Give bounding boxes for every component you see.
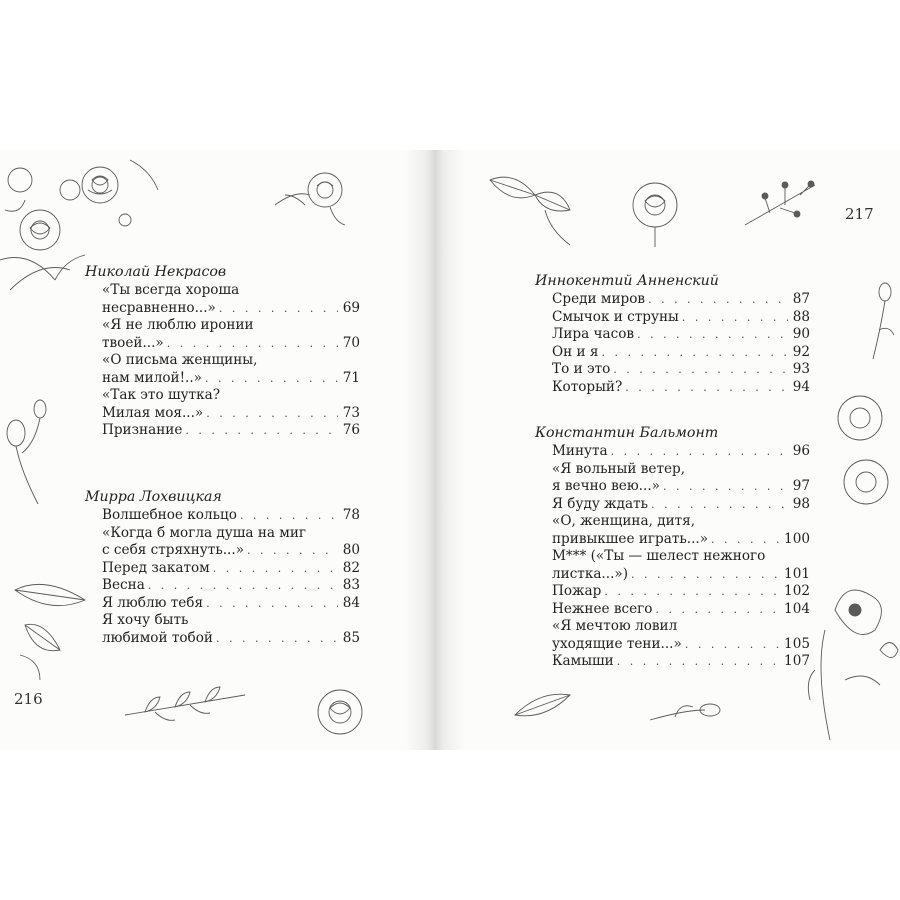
entry-title-line: уходящие тени...» bbox=[552, 635, 682, 652]
entry-title-line: «Я вольный ветер, bbox=[552, 460, 686, 477]
leader-dots bbox=[219, 300, 338, 318]
toc-entry[interactable] bbox=[552, 601, 810, 619]
leader-dots bbox=[148, 577, 338, 595]
entry-title-line: «О, женщина, дитя, bbox=[552, 513, 696, 529]
toc-entry[interactable] bbox=[102, 560, 360, 578]
leader-dots bbox=[631, 566, 779, 584]
rose-icon bbox=[828, 390, 893, 510]
leaf-icon bbox=[510, 685, 580, 725]
flower-bud-icon bbox=[865, 280, 900, 360]
leader-dots bbox=[601, 344, 787, 362]
leader-dots bbox=[206, 405, 337, 423]
leader-dots bbox=[625, 379, 787, 397]
leader-dots bbox=[216, 630, 338, 648]
author-name: Константин Бальмонт bbox=[535, 425, 719, 441]
leader-dots bbox=[656, 601, 780, 619]
leader-dots bbox=[711, 531, 779, 549]
entry-page-number: 101 bbox=[784, 565, 810, 582]
right-page bbox=[460, 150, 900, 750]
entry-page-number: 90 bbox=[792, 326, 810, 342]
leader-dots bbox=[604, 583, 779, 601]
entry-title-line: с себя стряхнуть...» bbox=[102, 542, 245, 558]
leader-dots bbox=[167, 335, 338, 353]
toc-entry[interactable] bbox=[102, 577, 360, 595]
toc-entry[interactable] bbox=[552, 291, 810, 309]
entry-title-line: листка...») bbox=[552, 565, 629, 582]
toc-entry[interactable] bbox=[102, 282, 360, 317]
flower-bud-icon bbox=[0, 395, 55, 505]
toc-entry[interactable] bbox=[552, 344, 810, 362]
toc-entry[interactable] bbox=[552, 379, 810, 397]
entry-title-line: Нежнее всего bbox=[552, 600, 653, 617]
poppy-icon bbox=[805, 580, 900, 745]
entry-title-line: Пожар bbox=[552, 583, 602, 599]
author-name: Николай Некрасов bbox=[85, 264, 227, 280]
toc-section-nekrasov bbox=[85, 263, 360, 440]
entry-title-line: Признание bbox=[102, 422, 183, 438]
entry-title-line: Который? bbox=[552, 378, 623, 395]
author-name: Иннокентий Анненский bbox=[535, 273, 719, 289]
toc-entry[interactable] bbox=[102, 317, 360, 352]
entry-page-number: 85 bbox=[342, 629, 360, 646]
toc-entry[interactable] bbox=[102, 612, 360, 647]
entry-title-line: Весна bbox=[102, 577, 145, 593]
toc-entry[interactable] bbox=[102, 387, 360, 422]
entry-page-number: 105 bbox=[784, 635, 810, 652]
entry-title-line: Я люблю тебя bbox=[102, 594, 204, 611]
leader-dots bbox=[685, 636, 779, 654]
toc-section-lokhvitskaya bbox=[85, 488, 360, 647]
entry-page-number: 92 bbox=[792, 343, 810, 360]
leader-dots bbox=[185, 422, 337, 440]
entry-page-number: 87 bbox=[792, 291, 810, 307]
entry-title-line: «Так это шутка? bbox=[102, 387, 220, 403]
leader-dots bbox=[663, 478, 788, 496]
toc-entry[interactable] bbox=[552, 443, 810, 461]
toc-entry[interactable] bbox=[552, 461, 810, 496]
rose-icon bbox=[300, 680, 380, 745]
entry-title-line: привыкшее играть...» bbox=[552, 530, 709, 547]
entry-title-line: Милая моя...» bbox=[102, 404, 204, 421]
entry-title-line: Лира часов bbox=[552, 326, 635, 342]
entry-page-number: 102 bbox=[784, 583, 810, 599]
toc-entry[interactable] bbox=[552, 583, 810, 601]
leader-dots bbox=[611, 443, 788, 461]
page-number: 217 bbox=[845, 205, 874, 223]
toc-section-balmont bbox=[535, 424, 810, 671]
entry-title-line: Он и я bbox=[552, 343, 599, 360]
leader-dots bbox=[613, 361, 787, 379]
entry-page-number: 82 bbox=[342, 559, 360, 576]
entry-title-line: «Я не люблю иронии bbox=[102, 317, 254, 333]
entry-title-line: я вечно вею...» bbox=[552, 478, 660, 494]
entry-page-number: 96 bbox=[792, 443, 810, 459]
entry-page-number: 93 bbox=[792, 361, 810, 377]
entry-page-number: 80 bbox=[342, 542, 360, 558]
toc-entry[interactable] bbox=[102, 525, 360, 560]
entry-title-line: несравненно...» bbox=[102, 299, 216, 316]
entry-title-line: Волшебное кольцо bbox=[102, 507, 237, 523]
entry-page-number: 70 bbox=[342, 334, 360, 351]
toc-entry[interactable] bbox=[552, 309, 810, 327]
entry-title-line: любимой тобой bbox=[102, 629, 213, 646]
leader-dots bbox=[240, 507, 338, 525]
flower-bud-icon bbox=[645, 695, 730, 740]
leader-dots bbox=[651, 496, 788, 514]
rose-icon bbox=[620, 175, 690, 250]
entry-page-number: 84 bbox=[342, 594, 360, 611]
entry-title-line: Камыши bbox=[552, 653, 614, 669]
toc-entry[interactable] bbox=[102, 507, 360, 525]
entry-page-number: 97 bbox=[792, 478, 810, 494]
leader-dots bbox=[205, 370, 338, 388]
toc-entry[interactable] bbox=[552, 618, 810, 653]
entry-page-number: 98 bbox=[792, 495, 810, 512]
leaf-icon bbox=[5, 570, 95, 680]
book-gutter bbox=[405, 150, 465, 750]
branch-icon bbox=[120, 685, 250, 730]
toc-entry[interactable] bbox=[552, 513, 810, 548]
toc-entry[interactable] bbox=[102, 352, 360, 387]
entry-page-number: 94 bbox=[792, 378, 810, 395]
toc-entry[interactable] bbox=[552, 361, 810, 379]
entry-page-number: 76 bbox=[342, 422, 360, 438]
berry-sprig-icon bbox=[740, 175, 820, 235]
entry-title-line: «О письма женщины, bbox=[102, 352, 258, 368]
entry-page-number: 83 bbox=[342, 577, 360, 593]
rose-icon bbox=[270, 160, 360, 230]
entry-title-line: твоей...» bbox=[102, 334, 164, 351]
entry-title-line: «Ты всегда хороша bbox=[102, 282, 240, 298]
leader-dots bbox=[617, 653, 779, 671]
leader-dots bbox=[206, 595, 338, 613]
entry-title-line: То и это bbox=[552, 361, 611, 377]
entry-page-number: 104 bbox=[784, 600, 810, 617]
toc-section-annensky bbox=[535, 272, 810, 396]
entry-title-line: нам милой!..» bbox=[102, 369, 202, 386]
entry-page-number: 100 bbox=[784, 530, 810, 547]
toc-entry[interactable] bbox=[552, 653, 810, 671]
entry-title-line: Я хочу быть bbox=[102, 612, 189, 628]
toc-entry[interactable] bbox=[552, 548, 810, 583]
entry-page-number: 71 bbox=[342, 369, 360, 386]
entry-page-number: 69 bbox=[342, 299, 360, 316]
entry-title-line: Смычок и струны bbox=[552, 308, 679, 325]
entry-page-number: 107 bbox=[784, 653, 810, 669]
entry-title-line: «Когда б могла душа на миг bbox=[102, 524, 307, 541]
leaf-icon bbox=[485, 165, 580, 250]
leader-dots bbox=[213, 560, 338, 578]
toc-entry[interactable] bbox=[552, 326, 810, 344]
entry-page-number: 78 bbox=[342, 507, 360, 523]
entry-page-number: 88 bbox=[792, 308, 810, 325]
left-page bbox=[0, 150, 410, 750]
entry-title-line: Минута bbox=[552, 443, 608, 459]
toc-entry[interactable] bbox=[102, 422, 360, 440]
entry-title-line: Перед закатом bbox=[102, 559, 210, 576]
entry-title-line: Среди миров bbox=[552, 291, 646, 307]
author-name: Мирра Лохвицкая bbox=[85, 489, 222, 505]
entry-title-line: «Я мечтою ловил bbox=[552, 618, 678, 634]
leader-dots bbox=[637, 326, 788, 344]
entry-page-number: 73 bbox=[342, 404, 360, 421]
toc-entry[interactable] bbox=[102, 595, 360, 613]
leader-dots bbox=[648, 291, 788, 309]
leader-dots bbox=[247, 542, 338, 560]
leader-dots bbox=[682, 309, 788, 327]
entry-title-line: М*** («Ты — шелест нежного bbox=[552, 548, 766, 564]
entry-title-line: Я буду ждать bbox=[552, 495, 649, 512]
page-number: 216 bbox=[14, 690, 43, 708]
toc-entry[interactable] bbox=[552, 496, 810, 514]
